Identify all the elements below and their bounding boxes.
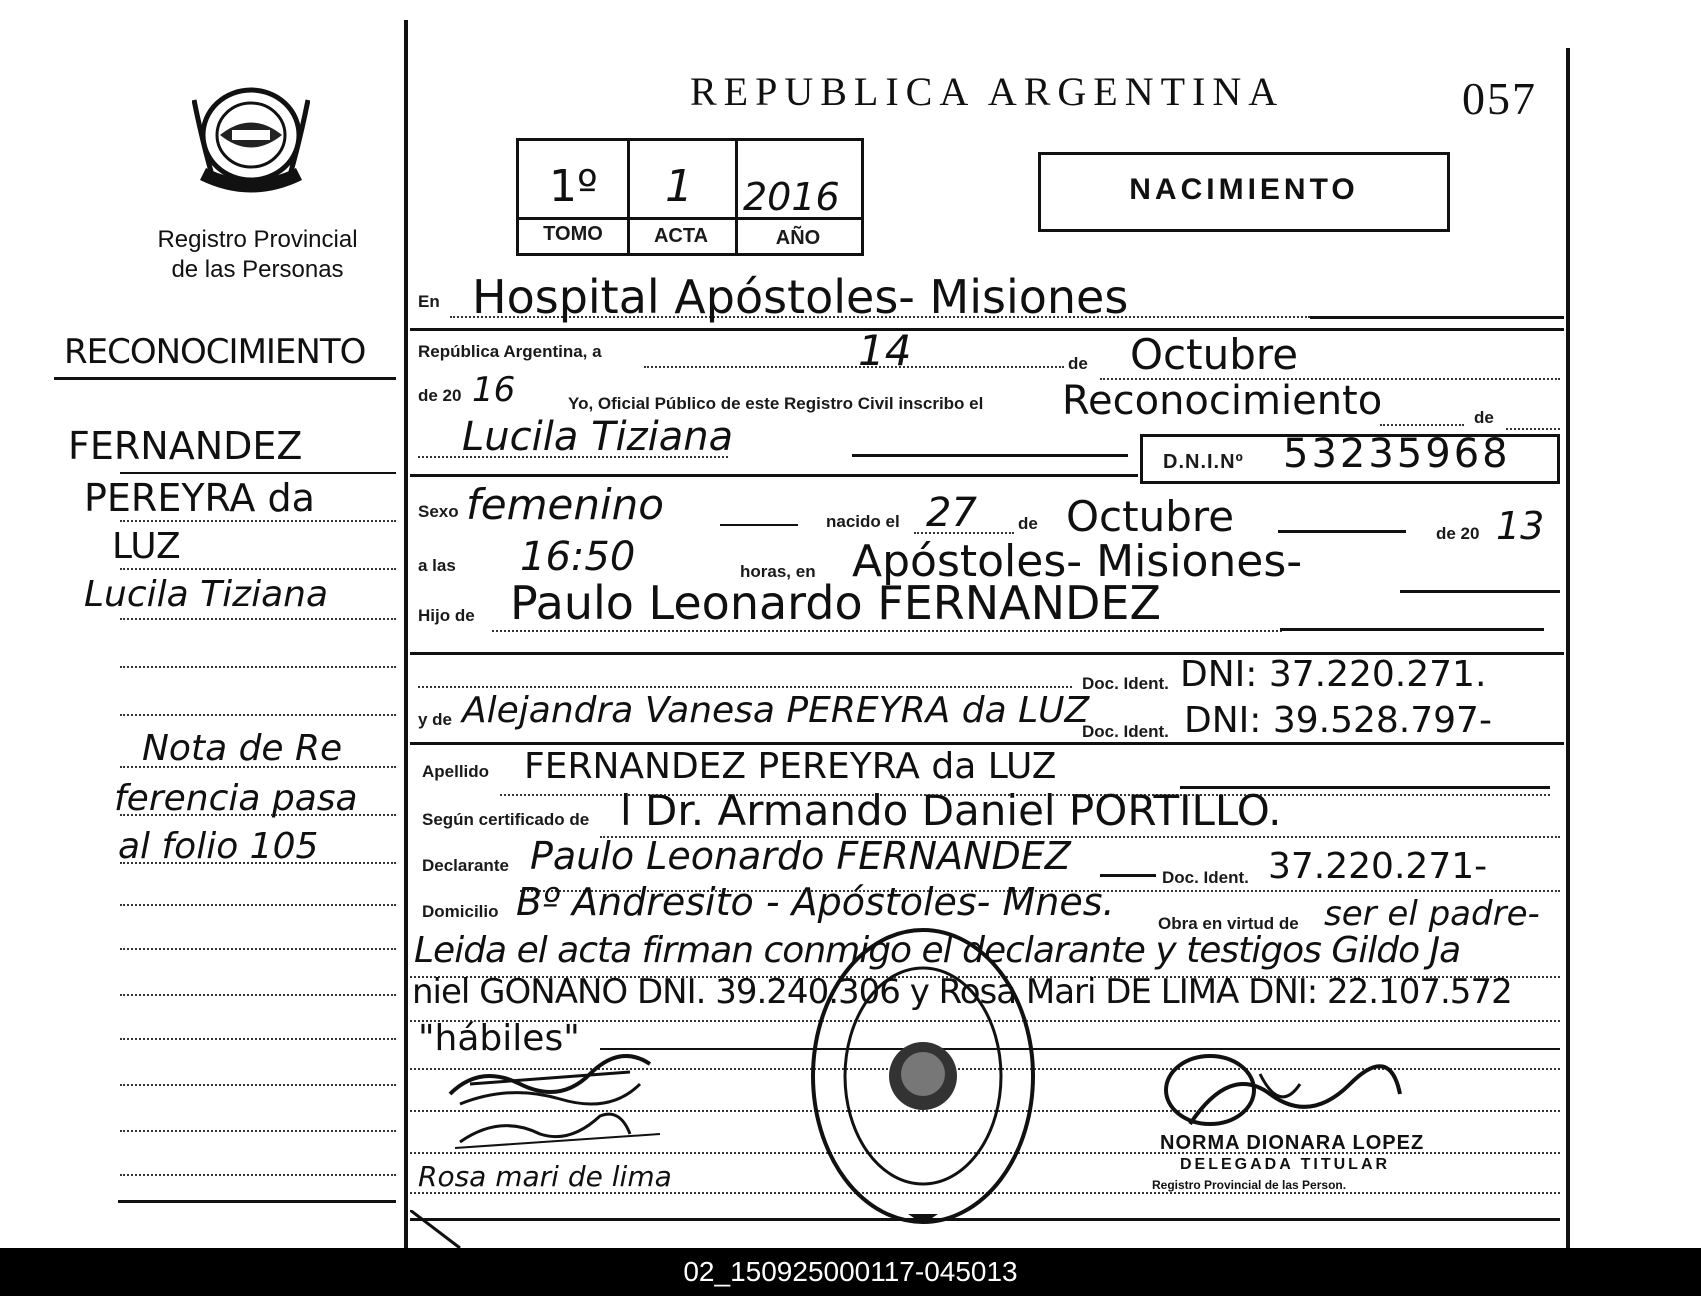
province-coat-of-arms — [192, 80, 310, 205]
domicilio-label: Domicilio — [422, 902, 499, 921]
witness-signature: Rosa mari de lima — [418, 1160, 672, 1193]
day-value: 14 — [858, 326, 912, 375]
de20-label: de 20 — [418, 386, 462, 405]
margin-dots-15 — [120, 1130, 396, 1132]
sexo-value: femenino — [466, 480, 664, 529]
margin-bottom-rule — [118, 1200, 396, 1203]
registry-name-line2: de las Personas — [171, 256, 344, 283]
domicilio-value: Bº Andresito - Apóstoles- Mnes. — [516, 880, 1115, 924]
margin-note-line1: Nota de Re — [142, 728, 343, 769]
margin-dots-13 — [120, 1038, 396, 1040]
official-signature — [1150, 1044, 1410, 1144]
sexo-label: Sexo — [418, 502, 459, 521]
month-value: Octubre — [1130, 330, 1299, 379]
apellido-value: FERNANDEZ PEREYRA da LUZ — [524, 746, 1057, 787]
witness-gildo-signature — [450, 1104, 670, 1152]
declarante-doc: 37.220.271- — [1268, 846, 1488, 887]
record-number-box — [516, 138, 864, 256]
certificado-value: l Dr. Armando Daniel PORTILLO. — [620, 786, 1282, 835]
official-office: Registro Provincial de las Person. — [1152, 1178, 1347, 1192]
birth-year-suffix: 13 — [1496, 504, 1545, 548]
margin-dots-12 — [120, 994, 396, 996]
margin-name-line3: LUZ — [112, 526, 181, 567]
file-id-footer: 02_150925000117-045013 — [0, 1248, 1701, 1296]
country-heading: REPUBLICA ARGENTINA — [690, 69, 1285, 114]
margin-note-line2: ferencia pasa — [114, 778, 358, 819]
segun-label: Según certificado de — [422, 810, 590, 829]
registry-seal — [808, 924, 1038, 1228]
mother-doc: DNI: 39.528.797- — [1184, 700, 1492, 741]
inscription-type: Reconocimiento — [1062, 378, 1383, 424]
republica-label: República Argentina, a — [418, 342, 602, 361]
document-type-box — [1038, 152, 1450, 232]
margin-dots-3 — [120, 568, 396, 570]
de-label-3: de — [1018, 514, 1038, 533]
witness-line: niel GONANO DNI. 39.240.306 y Rosa Mari DE LIMA DNI: 22.107.572 — [412, 972, 1512, 1012]
official-name: NORMA DIONARA LOPEZ — [1160, 1132, 1425, 1154]
acta-value: 1 — [665, 161, 693, 212]
doc-ident-label-1: Doc. Ident. — [1082, 674, 1169, 693]
margin-dots-2 — [120, 520, 396, 522]
mother-name: Alejandra Vanesa PEREYRA da LUZ — [462, 690, 1090, 731]
margin-title: RECONOCIMIENTO — [64, 332, 366, 372]
margin-dots-6 — [120, 714, 396, 716]
doc-ident-label-3: Doc. Ident. — [1162, 868, 1249, 887]
acta-label: ACTA — [653, 225, 709, 247]
registry-name-line1: Registro Provincial — [157, 226, 358, 253]
declarante-value: Paulo Leonardo FERNANDEZ — [530, 834, 1071, 878]
margin-dots-14 — [120, 1084, 396, 1086]
margin-dots-5 — [120, 666, 396, 668]
closing-diagonal — [410, 1210, 470, 1250]
margin-dots-10 — [120, 904, 396, 906]
margin-note-line3: al folio 105 — [118, 826, 319, 867]
yde-label: y de — [418, 710, 453, 729]
doc-ident-label-2: Doc. Ident. — [1082, 722, 1169, 741]
father-doc: DNI: 37.220.271. — [1180, 654, 1487, 695]
margin-dots-4 — [120, 618, 396, 620]
margin-rule-1 — [120, 472, 396, 474]
frame-left-border — [404, 20, 408, 1248]
place-value: Hospital Apóstoles- Misiones — [472, 270, 1129, 324]
child-name: Lucila Tiziana — [462, 414, 734, 460]
birth-place: Apóstoles- Misiones- — [852, 536, 1303, 587]
birth-day: 27 — [926, 490, 977, 536]
child-dni-box — [1140, 431, 1560, 484]
margin-dots-9 — [120, 862, 396, 864]
birth-month: Octubre — [1066, 492, 1235, 541]
en-label: En — [418, 292, 440, 311]
margin-name-line1: FERNANDEZ — [68, 424, 303, 468]
seal-outer-text — [846, 1234, 873, 1235]
nacido-label: nacido el — [826, 512, 900, 531]
father-name: Paulo Leonardo FERNANDEZ — [510, 576, 1162, 630]
margin-dots-11 — [120, 948, 396, 950]
margin-dots-8 — [120, 814, 396, 816]
page-number: 057 — [1462, 73, 1537, 124]
de-label-1: de — [1068, 354, 1088, 373]
de-label-2: de — [1474, 408, 1494, 427]
seal-inner-text — [846, 1236, 854, 1237]
margin-dots-16 — [120, 1174, 396, 1176]
apellido-label: Apellido — [422, 762, 490, 781]
tomo-label: TOMO — [543, 223, 603, 245]
frame-right-border — [1566, 48, 1570, 1248]
margin-name-line4: Lucila Tiziana — [84, 574, 329, 615]
leida-line: Leida el acta firman conmigo el declarante y testigos Gildo Ja — [414, 930, 1461, 971]
year-suffix: 16 — [472, 370, 516, 410]
declarante-label: Declarante — [422, 856, 509, 875]
oficial-text: Yo, Oficial Público de este Registro Civil inscribo el — [568, 394, 984, 413]
habiles-text: "hábiles" — [418, 1018, 580, 1059]
hijo-label: Hijo de — [418, 606, 475, 625]
tomo-value: 1º — [549, 161, 598, 212]
anio-value: 2016 — [743, 175, 840, 219]
anio-label: AÑO — [775, 227, 821, 249]
margin-name-line2: PEREYRA da — [84, 476, 315, 520]
document-type: NACIMIENTO — [1129, 173, 1359, 206]
dni-label: D.N.I.Nº — [1163, 451, 1244, 473]
official-title: DELEGADA TITULAR — [1180, 1156, 1391, 1173]
obra-value: ser el padre- — [1324, 894, 1540, 934]
margin-dots-7 — [120, 766, 396, 768]
de20-label-2: de 20 — [1436, 524, 1480, 543]
horas-label: horas, en — [740, 562, 816, 581]
birth-time: 16:50 — [520, 534, 636, 580]
obra-label: Obra en virtud de — [1158, 914, 1299, 933]
margin-title-underline — [54, 377, 396, 380]
dni-value: 53235968 — [1283, 431, 1511, 477]
alas-label: a las — [418, 556, 456, 575]
